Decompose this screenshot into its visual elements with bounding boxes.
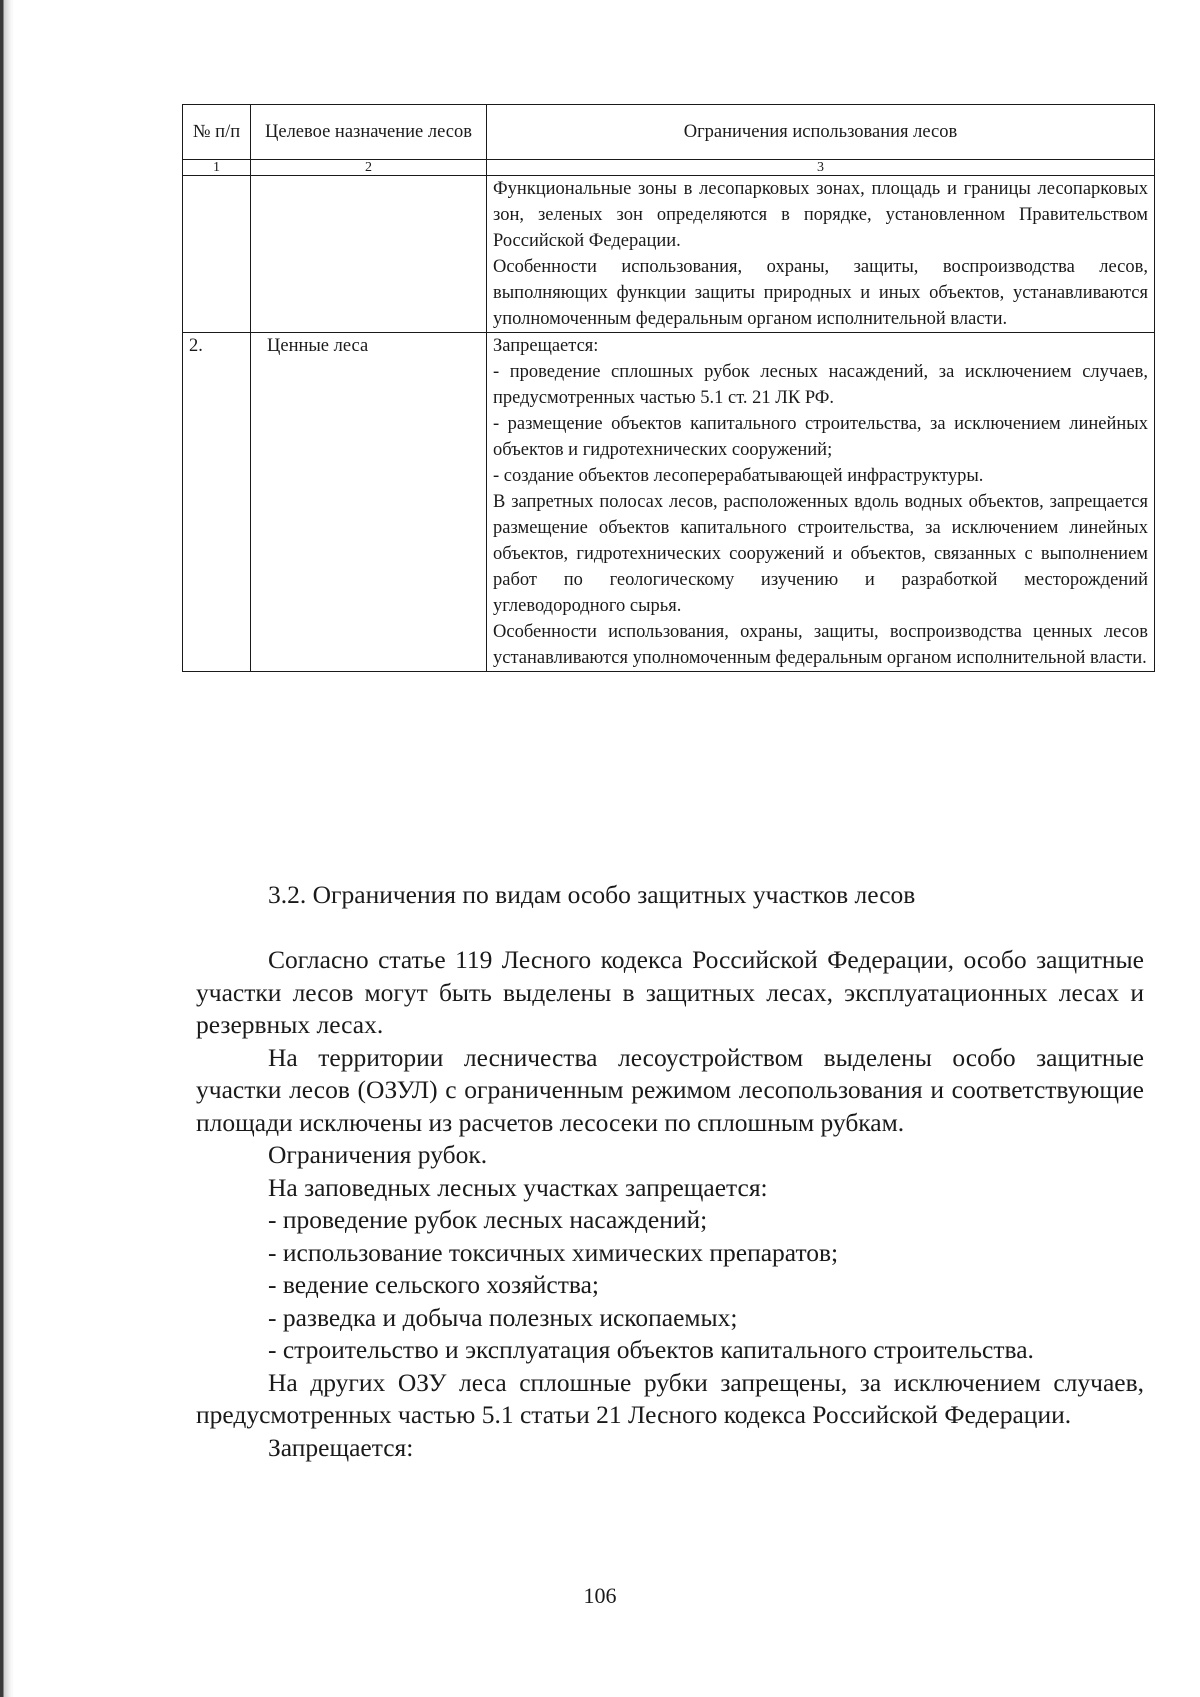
column-number: 1	[183, 160, 251, 176]
restriction-paragraph: Запрещается:	[493, 336, 599, 356]
column-number: 3	[487, 160, 1155, 176]
page-number: 106	[583, 1583, 617, 1608]
body-paragraph: Согласно статье 119 Лесного кодекса Российской Федерации, особо защитные участки лесов могут быть выделены в защитных лесах, эксплуатационных лесах и резервных лесах.	[196, 945, 1144, 1039]
column-number: 2	[251, 160, 487, 176]
row-num	[183, 176, 251, 333]
list-item: - проведение рубок лесных насаждений;	[268, 1205, 708, 1234]
restriction-paragraph: - проведение сплошных рубок лесных насаждений, за исключением случаев, предусмотренных частью 5.1 ст. 21 ЛК РФ.	[493, 362, 1148, 408]
body-paragraph: На заповедных лесных участках запрещается:	[268, 1172, 768, 1202]
header-num: № п/п	[183, 105, 251, 160]
restriction-paragraph: Функциональные зоны в лесопарковых зонах, площадь и границы лесопарковых зон, зеленых зон определяются в порядке, установленном Правительством Российской Федерации.	[493, 179, 1148, 251]
table-row	[183, 176, 1155, 333]
list-item: - использование токсичных химических препаратов;	[268, 1237, 839, 1267]
list-item: - ведение сельского хозяйства;	[268, 1270, 599, 1299]
scan-edge	[0, 0, 14, 1697]
list-item: - строительство и эксплуатация объектов капитального строительства.	[268, 1335, 1034, 1364]
table-row	[183, 333, 1155, 672]
restrictions-table	[182, 104, 1155, 672]
row-purpose: Ценные леса	[251, 333, 487, 672]
row-restrictions	[487, 176, 1155, 333]
row-purpose	[251, 176, 487, 333]
section-title: 3.2. Ограничения по видам особо защитных участков лесов	[268, 880, 916, 909]
section-body	[196, 944, 1144, 1464]
restriction-paragraph: Особенности использования, охраны, защиты, воспроизводства ценных лесов устанавливаются уполномоченным федеральным органом исполнительной власти.	[493, 622, 1148, 668]
list-item: - разведка и добыча полезных ископаемых;	[268, 1302, 738, 1332]
body-paragraph: Запрещается:	[268, 1432, 414, 1462]
body-paragraph: На других ОЗУ леса сплошные рубки запрещены, за исключением случаев, предусмотренных частью 5.1 статьи 21 Лесного кодекса Российской Федерации.	[196, 1367, 1144, 1429]
restriction-paragraph: - размещение объектов капитального строительства, за исключением линейных объектов и гидротехнических сооружений;	[493, 414, 1148, 460]
column-number-row	[183, 160, 1155, 176]
table-header-row	[183, 105, 1155, 160]
body-paragraph: На территории лесничества лесоустройством выделены особо защитные участки лесов (ОЗУЛ) с ограниченным режимом лесопользования и соответствующие площади исключены из расчетов лесосеки по сплошным рубкам.	[196, 1042, 1144, 1137]
row-restrictions	[487, 333, 1155, 672]
header-restrictions: Ограничения использования лесов	[487, 105, 1155, 160]
restriction-paragraph: - создание объектов лесоперерабатывающей инфраструктуры.	[493, 466, 984, 486]
row-num: 2.	[183, 333, 251, 672]
header-purpose: Целевое назначение лесов	[251, 105, 487, 160]
restriction-paragraph: Особенности использования, охраны, защиты, воспроизводства лесов, выполняющих функции защиты природных и иных объектов, устанавливаются уполномоченным федеральным органом исполнительной власти.	[493, 257, 1148, 329]
restriction-paragraph: В запретных полосах лесов, расположенных вдоль водных объектов, запрещается размещение объектов капитального строительства, за исключением линейных объектов, гидротехнических сооружений и объектов, связанных с выполнением работ по геологическому изучению и разработкой месторождений углеводородного сырья.	[493, 492, 1148, 616]
body-paragraph: Ограничения рубок.	[268, 1140, 488, 1169]
